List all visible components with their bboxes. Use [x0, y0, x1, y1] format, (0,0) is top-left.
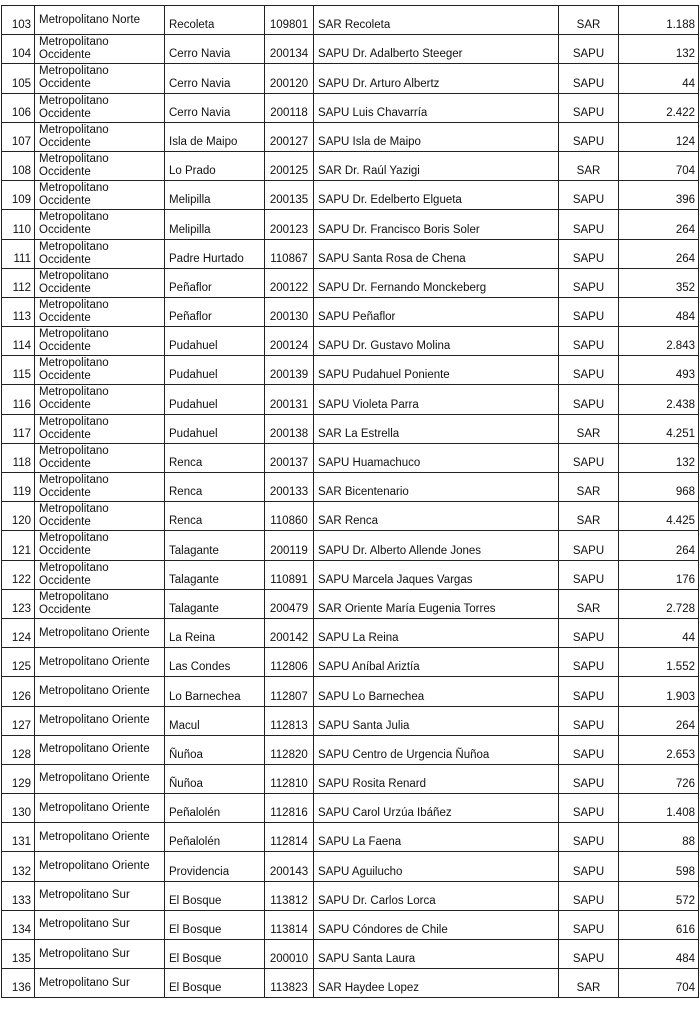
- commune-cell: Pudahuel: [165, 327, 265, 356]
- region-cell: Metropolitano Oriente: [35, 677, 165, 706]
- establishment-type-cell: SAPU: [559, 181, 619, 210]
- establishment-type-cell: SAPU: [559, 356, 619, 385]
- establishment-type-cell: SAPU: [559, 443, 619, 472]
- region-cell: Metropolitano Oriente: [35, 648, 165, 677]
- commune-cell: El Bosque: [165, 910, 265, 939]
- row-number-cell: 117: [2, 414, 35, 443]
- table-row: [2, 122, 699, 151]
- commune-cell: El Bosque: [165, 940, 265, 969]
- establishment-type-cell: SAPU: [559, 764, 619, 793]
- establishment-type-cell: SAPU: [559, 560, 619, 589]
- establishment-code-cell: 200134: [265, 35, 314, 64]
- commune-cell: Talagante: [165, 560, 265, 589]
- commune-cell: Renca: [165, 473, 265, 502]
- establishment-code-cell: 110891: [265, 560, 314, 589]
- region-cell: Metropolitano Oriente: [35, 764, 165, 793]
- region-cell: Metropolitano Oriente: [35, 852, 165, 881]
- row-number-cell: 110: [2, 210, 35, 239]
- row-number-cell: 133: [2, 881, 35, 910]
- region-cell: Metropolitano Sur: [35, 969, 165, 998]
- table-row: [2, 268, 699, 297]
- table-row: [2, 239, 699, 268]
- establishment-type-cell: SAPU: [559, 618, 619, 647]
- region-cell: Metropolitano Occidente: [35, 414, 165, 443]
- region-cell: Metropolitano Norte: [35, 6, 165, 35]
- commune-cell: El Bosque: [165, 969, 265, 998]
- row-number-cell: 132: [2, 852, 35, 881]
- region-cell: Metropolitano Sur: [35, 940, 165, 969]
- establishment-name-cell: SAPU La Faena: [314, 823, 559, 852]
- region-cell: Metropolitano Occidente: [35, 151, 165, 180]
- value-cell: 1.188: [619, 6, 699, 35]
- row-number-cell: 121: [2, 531, 35, 560]
- establishment-name-cell: SAR Bicentenario: [314, 473, 559, 502]
- row-number-cell: 126: [2, 677, 35, 706]
- region-cell: Metropolitano Sur: [35, 881, 165, 910]
- region-cell: Metropolitano Oriente: [35, 794, 165, 823]
- row-number-cell: 116: [2, 385, 35, 414]
- establishment-code-cell: 112813: [265, 706, 314, 735]
- row-number-cell: 127: [2, 706, 35, 735]
- establishment-code-cell: 200120: [265, 64, 314, 93]
- region-cell: Metropolitano Oriente: [35, 706, 165, 735]
- establishment-type-cell: SAR: [559, 151, 619, 180]
- region-cell: Metropolitano Occidente: [35, 122, 165, 151]
- table-row: [2, 852, 699, 881]
- establishment-name-cell: SAPU Cóndores de Chile: [314, 910, 559, 939]
- region-cell: Metropolitano Occidente: [35, 502, 165, 531]
- establishment-type-cell: SAPU: [559, 823, 619, 852]
- value-cell: 968: [619, 473, 699, 502]
- region-cell: Metropolitano Occidente: [35, 35, 165, 64]
- row-number-cell: 118: [2, 443, 35, 472]
- establishment-name-cell: SAPU Dr. Francisco Boris Soler: [314, 210, 559, 239]
- commune-cell: Renca: [165, 502, 265, 531]
- establishment-name-cell: SAPU Dr. Alberto Allende Jones: [314, 531, 559, 560]
- commune-cell: Ñuñoa: [165, 735, 265, 764]
- value-cell: 616: [619, 910, 699, 939]
- value-cell: 598: [619, 852, 699, 881]
- value-cell: 44: [619, 618, 699, 647]
- establishment-code-cell: 200142: [265, 618, 314, 647]
- establishment-type-cell: SAR: [559, 502, 619, 531]
- row-number-cell: 125: [2, 648, 35, 677]
- establishment-type-cell: SAPU: [559, 268, 619, 297]
- value-cell: 176: [619, 560, 699, 589]
- establishment-type-cell: SAPU: [559, 64, 619, 93]
- establishment-code-cell: 200138: [265, 414, 314, 443]
- establishment-code-cell: 200122: [265, 268, 314, 297]
- establishment-type-cell: SAR: [559, 969, 619, 998]
- table-row: [2, 473, 699, 502]
- region-cell: Metropolitano Occidente: [35, 239, 165, 268]
- row-number-cell: 120: [2, 502, 35, 531]
- establishment-type-cell: SAPU: [559, 210, 619, 239]
- commune-cell: Cerro Navia: [165, 93, 265, 122]
- establishment-name-cell: SAR Renca: [314, 502, 559, 531]
- establishment-name-cell: SAPU Aguilucho: [314, 852, 559, 881]
- establishment-name-cell: SAR Recoleta: [314, 6, 559, 35]
- table-row: [2, 677, 699, 706]
- establishment-type-cell: SAR: [559, 414, 619, 443]
- commune-cell: Recoleta: [165, 6, 265, 35]
- region-cell: Metropolitano Oriente: [35, 823, 165, 852]
- establishment-type-cell: SAPU: [559, 648, 619, 677]
- establishment-name-cell: SAPU Santa Rosa de Chena: [314, 239, 559, 268]
- region-cell: Metropolitano Occidente: [35, 531, 165, 560]
- commune-cell: Lo Prado: [165, 151, 265, 180]
- establishment-code-cell: 200135: [265, 181, 314, 210]
- row-number-cell: 129: [2, 764, 35, 793]
- establishment-name-cell: SAPU Dr. Carlos Lorca: [314, 881, 559, 910]
- commune-cell: Cerro Navia: [165, 64, 265, 93]
- establishment-type-cell: SAR: [559, 6, 619, 35]
- establishment-name-cell: SAPU Dr. Edelberto Elgueta: [314, 181, 559, 210]
- value-cell: 484: [619, 940, 699, 969]
- establishment-name-cell: SAPU Dr. Adalberto Steeger: [314, 35, 559, 64]
- value-cell: 1.408: [619, 794, 699, 823]
- row-number-cell: 123: [2, 589, 35, 618]
- table-row: [2, 910, 699, 939]
- establishment-type-cell: SAPU: [559, 385, 619, 414]
- region-cell: Metropolitano Occidente: [35, 268, 165, 297]
- establishment-code-cell: 113814: [265, 910, 314, 939]
- commune-cell: Talagante: [165, 589, 265, 618]
- value-cell: 124: [619, 122, 699, 151]
- value-cell: 352: [619, 268, 699, 297]
- establishment-code-cell: 200124: [265, 327, 314, 356]
- establishment-type-cell: SAR: [559, 473, 619, 502]
- establishment-name-cell: SAPU Luis Chavarría: [314, 93, 559, 122]
- row-number-cell: 135: [2, 940, 35, 969]
- row-number-cell: 122: [2, 560, 35, 589]
- row-number-cell: 114: [2, 327, 35, 356]
- establishment-code-cell: 112810: [265, 764, 314, 793]
- region-cell: Metropolitano Occidente: [35, 560, 165, 589]
- value-cell: 264: [619, 531, 699, 560]
- table-row: [2, 181, 699, 210]
- table-row: [2, 210, 699, 239]
- establishment-type-cell: SAPU: [559, 239, 619, 268]
- table-row: [2, 881, 699, 910]
- establishment-name-cell: SAR Oriente María Eugenia Torres: [314, 589, 559, 618]
- region-cell: Metropolitano Occidente: [35, 181, 165, 210]
- commune-cell: Peñaflor: [165, 268, 265, 297]
- establishment-type-cell: SAPU: [559, 531, 619, 560]
- row-number-cell: 103: [2, 6, 35, 35]
- establishment-type-cell: SAR: [559, 589, 619, 618]
- establishment-code-cell: 200123: [265, 210, 314, 239]
- region-cell: Metropolitano Sur: [35, 910, 165, 939]
- establishment-code-cell: 113823: [265, 969, 314, 998]
- establishment-name-cell: SAPU Centro de Urgencia Ñuñoa: [314, 735, 559, 764]
- establishment-name-cell: SAPU Lo Barnechea: [314, 677, 559, 706]
- establishment-name-cell: SAPU Violeta Parra: [314, 385, 559, 414]
- establishment-code-cell: 110860: [265, 502, 314, 531]
- value-cell: 4.425: [619, 502, 699, 531]
- row-number-cell: 136: [2, 969, 35, 998]
- establishment-code-cell: 109801: [265, 6, 314, 35]
- row-number-cell: 128: [2, 735, 35, 764]
- establishment-code-cell: 200131: [265, 385, 314, 414]
- table-row: [2, 589, 699, 618]
- value-cell: 132: [619, 35, 699, 64]
- commune-cell: Peñaflor: [165, 297, 265, 326]
- table-row: [2, 560, 699, 589]
- table-row: [2, 443, 699, 472]
- establishment-type-cell: SAPU: [559, 881, 619, 910]
- value-cell: 704: [619, 151, 699, 180]
- establishment-name-cell: SAPU Santa Julia: [314, 706, 559, 735]
- row-number-cell: 134: [2, 910, 35, 939]
- commune-cell: Lo Barnechea: [165, 677, 265, 706]
- row-number-cell: 124: [2, 618, 35, 647]
- establishment-code-cell: 200139: [265, 356, 314, 385]
- establishment-type-cell: SAPU: [559, 794, 619, 823]
- establishment-type-cell: SAPU: [559, 910, 619, 939]
- region-cell: Metropolitano Occidente: [35, 473, 165, 502]
- establishment-code-cell: 200133: [265, 473, 314, 502]
- table-row: [2, 969, 699, 998]
- table-row: [2, 151, 699, 180]
- region-cell: Metropolitano Occidente: [35, 210, 165, 239]
- value-cell: 726: [619, 764, 699, 793]
- table-row: [2, 385, 699, 414]
- commune-cell: Cerro Navia: [165, 35, 265, 64]
- region-cell: Metropolitano Occidente: [35, 64, 165, 93]
- establishment-name-cell: SAPU Santa Laura: [314, 940, 559, 969]
- commune-cell: Melipilla: [165, 210, 265, 239]
- establishment-code-cell: 200137: [265, 443, 314, 472]
- value-cell: 704: [619, 969, 699, 998]
- row-number-cell: 113: [2, 297, 35, 326]
- establishment-code-cell: 200143: [265, 852, 314, 881]
- establishment-type-cell: SAPU: [559, 327, 619, 356]
- establishment-name-cell: SAPU Dr. Gustavo Molina: [314, 327, 559, 356]
- establishment-type-cell: SAPU: [559, 297, 619, 326]
- establishment-name-cell: SAR La Estrella: [314, 414, 559, 443]
- row-number-cell: 107: [2, 122, 35, 151]
- value-cell: 264: [619, 239, 699, 268]
- table-row: [2, 940, 699, 969]
- value-cell: 1.552: [619, 648, 699, 677]
- value-cell: 132: [619, 443, 699, 472]
- value-cell: 1.903: [619, 677, 699, 706]
- row-number-cell: 108: [2, 151, 35, 180]
- establishment-code-cell: 113812: [265, 881, 314, 910]
- commune-cell: Isla de Maipo: [165, 122, 265, 151]
- table-row: [2, 93, 699, 122]
- establishment-name-cell: SAPU Dr. Fernando Monckeberg: [314, 268, 559, 297]
- establishment-type-cell: SAPU: [559, 35, 619, 64]
- commune-cell: Peñalolén: [165, 794, 265, 823]
- establishment-type-cell: SAPU: [559, 122, 619, 151]
- commune-cell: Pudahuel: [165, 356, 265, 385]
- establishment-name-cell: SAPU Aníbal Ariztía: [314, 648, 559, 677]
- establishment-code-cell: 200130: [265, 297, 314, 326]
- region-cell: Metropolitano Oriente: [35, 735, 165, 764]
- establishment-code-cell: 200118: [265, 93, 314, 122]
- commune-cell: Melipilla: [165, 181, 265, 210]
- commune-cell: Renca: [165, 443, 265, 472]
- establishment-code-cell: 112814: [265, 823, 314, 852]
- region-cell: Metropolitano Occidente: [35, 589, 165, 618]
- row-number-cell: 111: [2, 239, 35, 268]
- value-cell: 572: [619, 881, 699, 910]
- region-cell: Metropolitano Occidente: [35, 93, 165, 122]
- row-number-cell: 115: [2, 356, 35, 385]
- value-cell: 2.422: [619, 93, 699, 122]
- commune-cell: Ñuñoa: [165, 764, 265, 793]
- row-number-cell: 106: [2, 93, 35, 122]
- establishment-name-cell: SAPU Huamachuco: [314, 443, 559, 472]
- establishment-name-cell: SAPU Isla de Maipo: [314, 122, 559, 151]
- establishment-type-cell: SAPU: [559, 677, 619, 706]
- establishment-name-cell: SAPU Rosita Renard: [314, 764, 559, 793]
- establishment-type-cell: SAPU: [559, 940, 619, 969]
- region-cell: Metropolitano Occidente: [35, 385, 165, 414]
- commune-cell: Pudahuel: [165, 414, 265, 443]
- establishment-type-cell: SAPU: [559, 706, 619, 735]
- table-row: [2, 823, 699, 852]
- region-cell: Metropolitano Oriente: [35, 618, 165, 647]
- value-cell: 396: [619, 181, 699, 210]
- commune-cell: Talagante: [165, 531, 265, 560]
- establishment-name-cell: SAPU La Reina: [314, 618, 559, 647]
- table-row: [2, 502, 699, 531]
- row-number-cell: 131: [2, 823, 35, 852]
- establishment-code-cell: 112806: [265, 648, 314, 677]
- row-number-cell: 105: [2, 64, 35, 93]
- establishment-name-cell: SAR Dr. Raúl Yazigi: [314, 151, 559, 180]
- row-number-cell: 109: [2, 181, 35, 210]
- establishment-code-cell: 200125: [265, 151, 314, 180]
- table-row: [2, 706, 699, 735]
- commune-cell: El Bosque: [165, 881, 265, 910]
- row-number-cell: 130: [2, 794, 35, 823]
- establishment-name-cell: SAPU Carol Urzúa Ibáñez: [314, 794, 559, 823]
- establishment-type-cell: SAPU: [559, 93, 619, 122]
- table-row: [2, 35, 699, 64]
- region-cell: Metropolitano Occidente: [35, 356, 165, 385]
- table-row: [2, 6, 699, 35]
- establishments-table: [1, 5, 699, 998]
- commune-cell: La Reina: [165, 618, 265, 647]
- establishment-code-cell: 200119: [265, 531, 314, 560]
- table-row: [2, 764, 699, 793]
- table-row: [2, 648, 699, 677]
- commune-cell: Macul: [165, 706, 265, 735]
- table-row: [2, 414, 699, 443]
- table-row: [2, 531, 699, 560]
- commune-cell: Providencia: [165, 852, 265, 881]
- commune-cell: Pudahuel: [165, 385, 265, 414]
- establishment-code-cell: 200479: [265, 589, 314, 618]
- table-row: [2, 297, 699, 326]
- region-cell: Metropolitano Occidente: [35, 297, 165, 326]
- value-cell: 2.728: [619, 589, 699, 618]
- table-row: [2, 618, 699, 647]
- establishment-name-cell: SAPU Pudahuel Poniente: [314, 356, 559, 385]
- value-cell: 4.251: [619, 414, 699, 443]
- establishment-type-cell: SAPU: [559, 852, 619, 881]
- value-cell: 264: [619, 210, 699, 239]
- value-cell: 484: [619, 297, 699, 326]
- table-row: [2, 735, 699, 764]
- table-row: [2, 794, 699, 823]
- table-row: [2, 64, 699, 93]
- establishment-name-cell: SAPU Dr. Arturo Albertz: [314, 64, 559, 93]
- commune-cell: Las Condes: [165, 648, 265, 677]
- value-cell: 44: [619, 64, 699, 93]
- table-body: [2, 6, 699, 998]
- value-cell: 88: [619, 823, 699, 852]
- table-row: [2, 327, 699, 356]
- commune-cell: Padre Hurtado: [165, 239, 265, 268]
- establishment-code-cell: 110867: [265, 239, 314, 268]
- establishment-code-cell: 112816: [265, 794, 314, 823]
- value-cell: 493: [619, 356, 699, 385]
- establishment-name-cell: SAPU Marcela Jaques Vargas: [314, 560, 559, 589]
- establishment-code-cell: 112807: [265, 677, 314, 706]
- row-number-cell: 119: [2, 473, 35, 502]
- commune-cell: Peñalolén: [165, 823, 265, 852]
- establishment-name-cell: SAPU Peñaflor: [314, 297, 559, 326]
- value-cell: 2.843: [619, 327, 699, 356]
- establishment-type-cell: SAPU: [559, 735, 619, 764]
- value-cell: 2.653: [619, 735, 699, 764]
- establishment-name-cell: SAR Haydee Lopez: [314, 969, 559, 998]
- row-number-cell: 104: [2, 35, 35, 64]
- establishment-code-cell: 112820: [265, 735, 314, 764]
- establishment-code-cell: 200127: [265, 122, 314, 151]
- region-cell: Metropolitano Occidente: [35, 327, 165, 356]
- establishment-code-cell: 200010: [265, 940, 314, 969]
- value-cell: 2.438: [619, 385, 699, 414]
- region-cell: Metropolitano Occidente: [35, 443, 165, 472]
- value-cell: 264: [619, 706, 699, 735]
- table-row: [2, 356, 699, 385]
- row-number-cell: 112: [2, 268, 35, 297]
